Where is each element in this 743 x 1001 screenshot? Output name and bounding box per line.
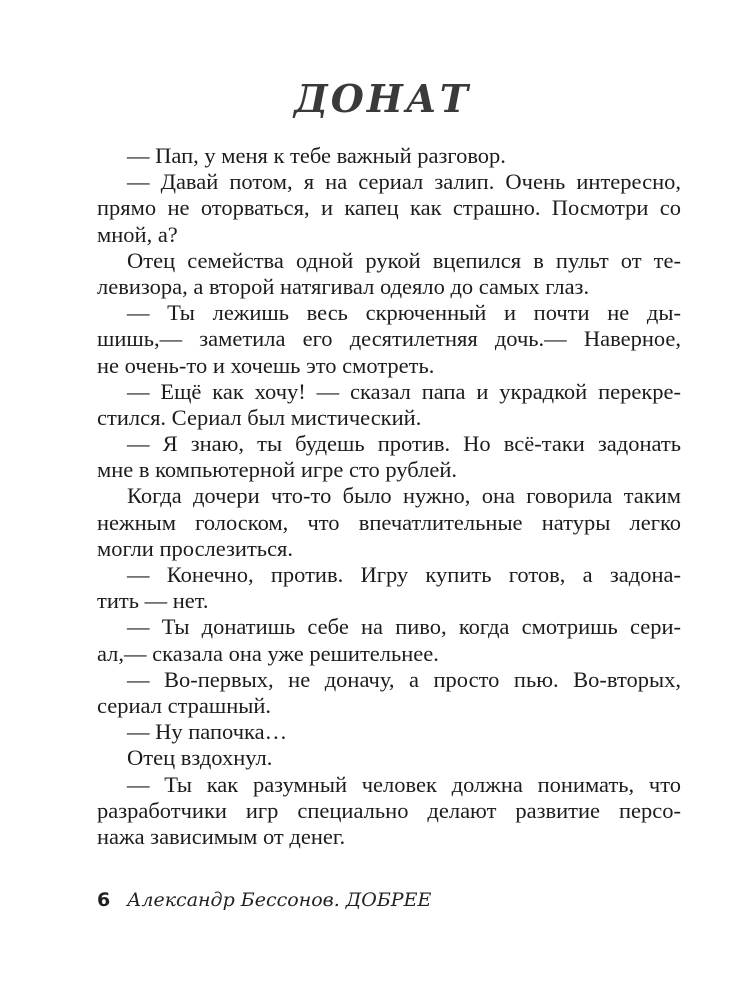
text-line: тить — нет.	[97, 588, 209, 614]
text-line: — Во-первых, не доначу, а просто пью. Во-вторых,	[127, 666, 681, 692]
text-line: — Давай потом, я на сериал залип. Очень интересно,	[127, 169, 681, 195]
text-line: сериал страшный.	[97, 692, 272, 718]
text-line: ал,— сказала она уже решительнее.	[97, 640, 439, 666]
text-line: — Пап, у меня к тебе важный разговор.	[127, 143, 506, 168]
text-line: — Конечно, против. Игру купить готов, а задона-	[127, 562, 681, 587]
text-line: Отец вздохнул.	[127, 745, 273, 771]
text-line: мне в компьютерной игре сто рублей.	[97, 457, 458, 483]
text-line: Когда дочери что-то было нужно, она говорила таким	[127, 483, 681, 509]
text-line: левизора, а второй натягивал одеяло до самых глаз.	[97, 273, 590, 299]
text-line: шишь,— заметила его десятилетняя дочь.— Наверное,	[97, 326, 681, 352]
text-line: разработчики игр специально делают развитие персо-	[97, 797, 681, 823]
text-line: мной, а?	[97, 221, 178, 247]
text-line: прямо не оторваться, и капец как страшно. Посмотри со	[97, 195, 681, 221]
text-line: — Ты как разумный человек должна понимать, что	[127, 771, 681, 797]
running-title: Александр Бессонов. ДОБРЕЕ	[126, 889, 432, 911]
body-text	[97, 143, 681, 850]
page-number: 6	[97, 889, 111, 911]
text-line: Отец семейства одной рукой вцепился в пульт от те-	[127, 247, 681, 273]
text-line: нежным голоском, что впечатлительные натуры легко	[97, 509, 681, 535]
text-line: могли прослезиться.	[97, 535, 294, 561]
chapter-title: ДОНАТ	[293, 76, 472, 121]
text-line: — Ну папочка…	[127, 719, 288, 745]
text-line: — Ты лежишь весь скрюченный и почти не ды-	[127, 300, 681, 326]
page-footer	[97, 889, 431, 912]
text-line: — Я знаю, ты будешь против. Но всё-таки задонать	[127, 431, 681, 457]
text-line: нажа зависимым от денег.	[97, 823, 346, 849]
text-line: не очень-то и хочешь это смотреть.	[97, 352, 435, 378]
text-line: — Ещё как хочу! — сказал папа и украдкой перекре-	[127, 378, 681, 404]
text-line: стился. Сериал был мистический.	[97, 404, 422, 430]
text-line: — Ты донатишь себе на пиво, когда смотришь сери-	[127, 614, 681, 640]
